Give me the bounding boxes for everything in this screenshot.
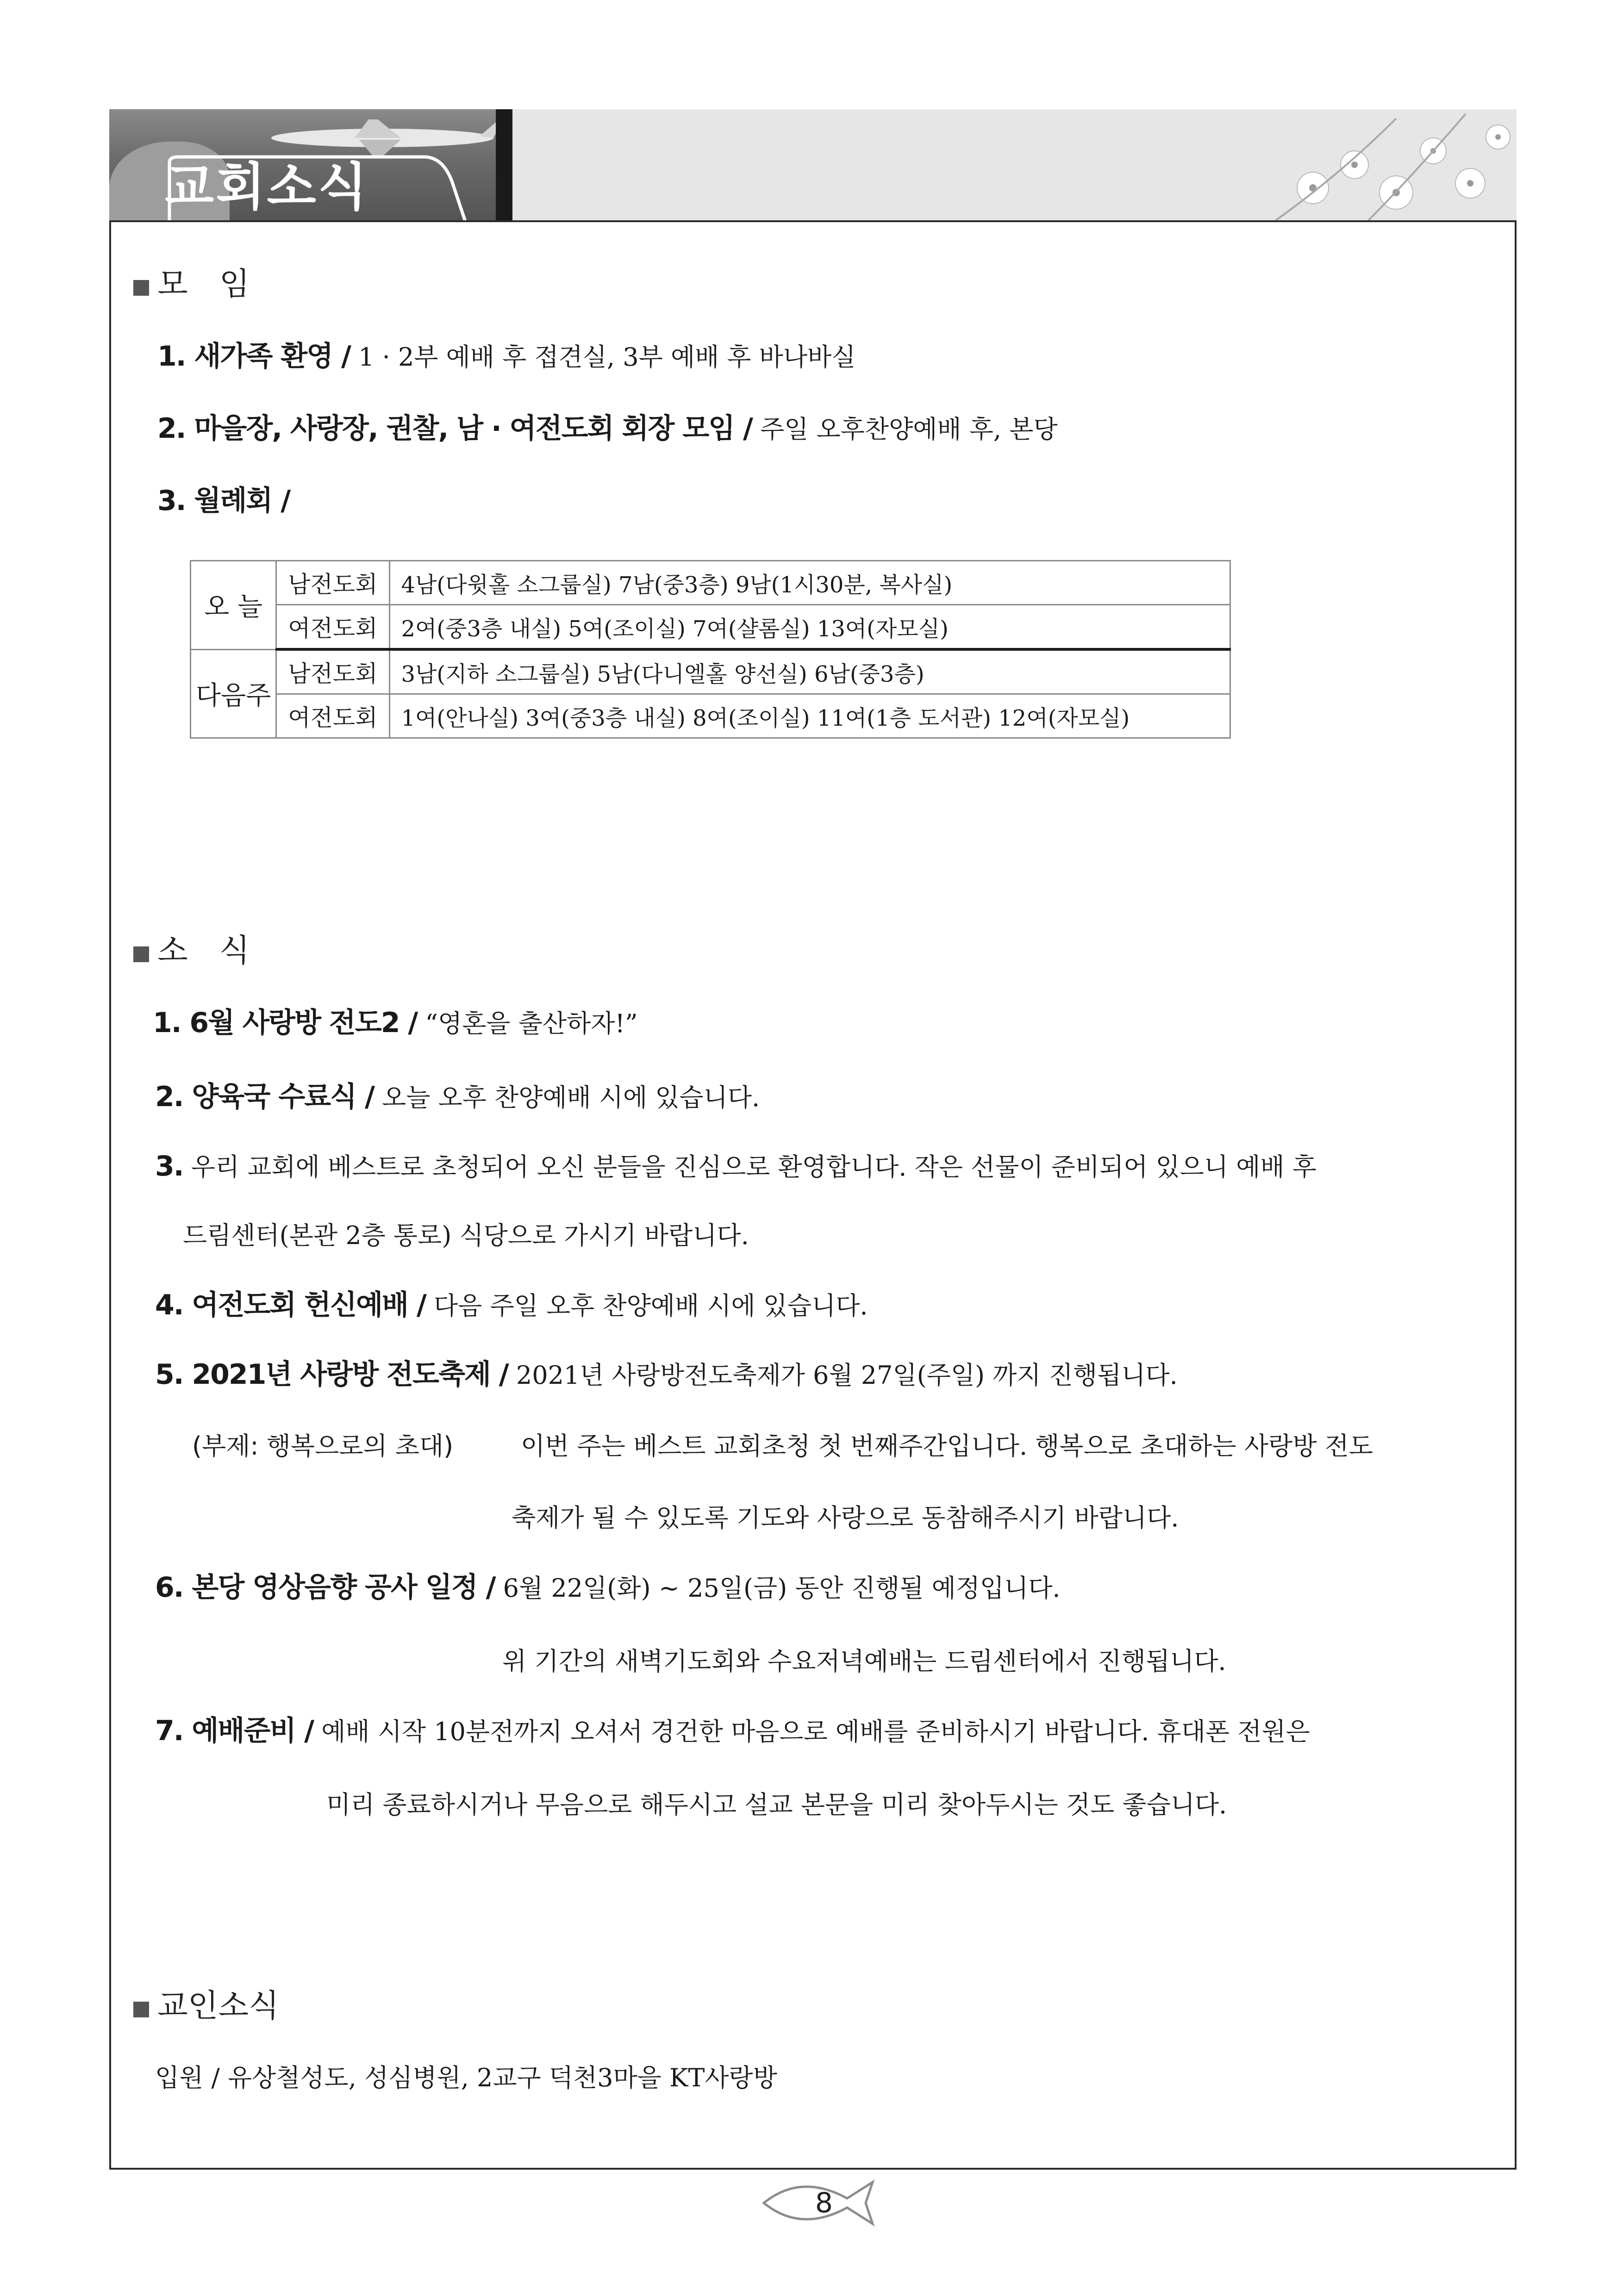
members-news-text: 입원 / 유상철성도, 성심병원, 2교구 덕천3마을 KT사랑방 xyxy=(155,2063,777,2092)
news-item-2: 2. 양육국 수료식 / 오늘 오후 찬양예배 시에 있습니다. xyxy=(155,1081,760,1113)
sub-label: 여전도회 xyxy=(276,605,389,650)
header-strip xyxy=(512,109,1517,220)
news-heading: 소 식 xyxy=(133,930,250,972)
square-bullet-icon xyxy=(133,2002,149,2017)
meeting-item-3: 3. 월례회 / xyxy=(157,485,290,517)
square-bullet-icon xyxy=(133,946,149,962)
news-item-3: 3. 우리 교회에 베스트로 초청되어 오신 분들을 진심으로 환영합니다. 작은 선물이 준비되어 있으니 예배 후 xyxy=(155,1150,1317,1182)
news-item-6: 6. 본당 영상음향 공사 일정 / 6월 22일(화) ~ 25일(금) 동안 진행될 예정입니다. xyxy=(155,1571,1061,1604)
news-item-1: 1. 6월 사랑방 전도2 / “영혼을 출산하자!” xyxy=(153,1007,638,1039)
news-item-3-cont: 드림센터(본관 2층 통로) 식당으로 가시기 바랍니다. xyxy=(183,1221,749,1250)
flower-decoration-icon xyxy=(1257,109,1517,220)
airplane-icon xyxy=(262,116,496,157)
group-today: 오 늘 xyxy=(191,561,276,650)
news-item-7-cont: 미리 종료하시거나 무음으로 해두시고 설교 본문을 미리 찾아두시는 것도 좋습니다. xyxy=(326,1790,1227,1819)
header-banner xyxy=(109,109,1517,220)
news-item-6-cont: 위 기간의 새벽기도회와 수요저녁예배는 드림센터에서 진행됩니다. xyxy=(502,1647,1226,1676)
table-row xyxy=(191,561,1230,605)
page-number: 8 xyxy=(759,2175,880,2231)
meeting-item-1: 1. 새가족 환영 / 1 · 2부 예배 후 접견실, 3부 예배 후 바나바실 xyxy=(157,340,856,373)
news-item-4: 4. 여전도회 헌신예배 / 다음 주일 오후 찬양예배 시에 있습니다. xyxy=(155,1289,868,1321)
meeting-value: 2여(중3층 내실) 5여(조이실) 7여(샬롬실) 13여(자모실) xyxy=(389,605,1230,650)
meeting-value: 3남(지하 소그룹실) 5남(다니엘홀 양선실) 6남(중3층) xyxy=(389,649,1230,694)
table-row xyxy=(191,649,1230,694)
table-row xyxy=(191,605,1230,650)
news-item-7: 7. 예배준비 / 예배 시작 10분전까지 오셔서 경건한 마음으로 예배를 준비하시기 바랍니다. 휴대폰 전원은 xyxy=(155,1715,1310,1747)
page-title: 교회소식 xyxy=(165,157,369,217)
news-item-5-subtitle: (부제: 행복으로의 초대) xyxy=(192,1431,454,1461)
news-item-5-cont1: 이번 주는 베스트 교회초청 첫 번째주간입니다. 행복으로 초대하는 사랑방 전도 xyxy=(521,1431,1373,1461)
news-item-5: 5. 2021년 사랑방 전도축제 / 2021년 사랑방전도축제가 6월 27일(주일) 까지 진행됩니다. xyxy=(155,1358,1178,1391)
group-next-week: 다음주 xyxy=(191,649,276,738)
meeting-item-2: 2. 마을장, 사랑장, 권찰, 남 · 여전도회 회장 모임 / 주일 오후찬양예배 후, 본당 xyxy=(157,412,1058,445)
table-row xyxy=(191,694,1230,738)
header-divider xyxy=(496,109,512,220)
square-bullet-icon xyxy=(133,280,149,296)
monthly-meeting-table xyxy=(190,560,1231,739)
news-item-5-cont2: 축제가 될 수 있도록 기도와 사랑으로 동참해주시기 바랍니다. xyxy=(512,1503,1179,1532)
sub-label: 남전도회 xyxy=(276,561,389,605)
meeting-value: 4남(다윗홀 소그룹실) 7남(중3층) 9남(1시30분, 복사실) xyxy=(389,561,1230,605)
sub-label: 남전도회 xyxy=(276,649,389,694)
sub-label: 여전도회 xyxy=(276,694,389,738)
meeting-value: 1여(안나실) 3여(중3층 내실) 8여(조이실) 11여(1층 도서관) 12여(자모실) xyxy=(389,694,1230,738)
content-box xyxy=(109,220,1517,2170)
meetings-heading: 모 임 xyxy=(133,264,250,305)
members-heading: 교인소식 xyxy=(133,1985,279,2027)
